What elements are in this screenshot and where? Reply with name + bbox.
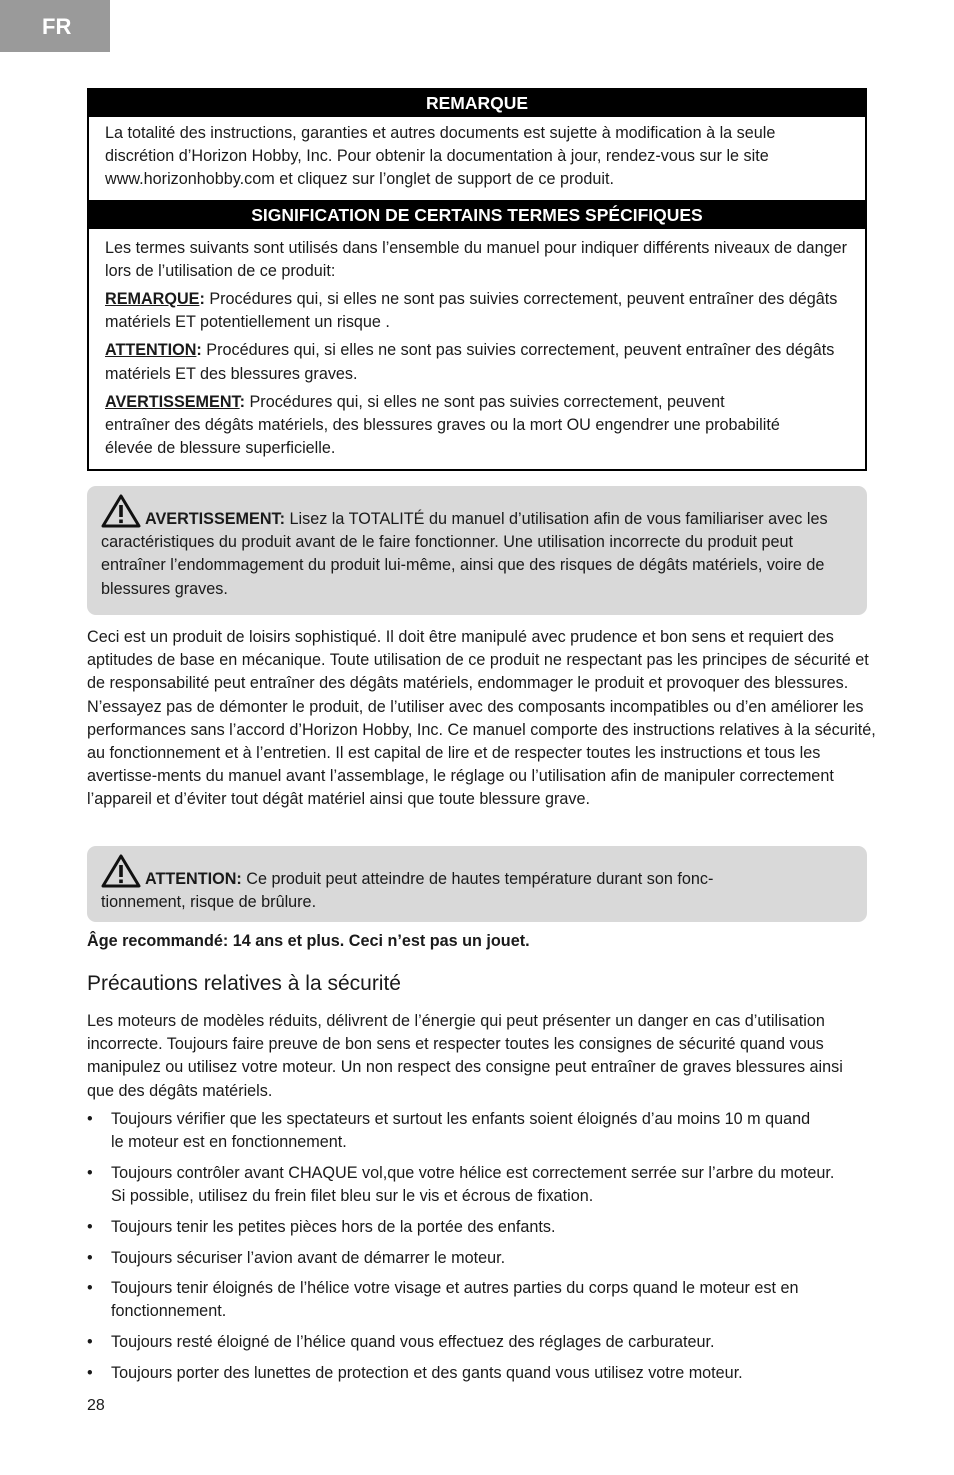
bullet-text: Toujours sécuriser l’avion avant de démarrer le moteur. (111, 1248, 506, 1267)
safety-bullet-list (87, 1108, 867, 1393)
body-paragraph: Ceci est un produit de loisirs sophistiqué. Il doit être manipulé avec prudence et bon sens et requiert des aptitudes de base en mécanique. Toute utilisation de ce produit ne respectant pas les principes de sécurité et de responsabilité peut entraîner des dégâts matériels, endommager le produit et provoquer des blessures. N’essayez pas de démonter le produit, de l’utiliser avec des composants incompatibles ou d’en améliorer les performances sans l’accord d’Horizon Hobby, Inc. Ce manuel comporte des instructions relatives à la sécurité, au fonctionnement et à l’entretien. Il est capital de lire et de respecter toutes les instructions et tous les avertisse-ments du manuel avant l’assemblage, le réglage ou l’utilisation afin de manipuler correctement l’appareil et d’éviter tout dégât matériel ainsi que toute blessure grave. (87, 628, 876, 809)
warning-body: Lisez la TOTALITÉ du manuel d’utilisation afin de vous familiariser avec les caractéristiques du produit avant de le faire fonctionner. Une utilisation incorrecte du produit peut entraîner l’endommagement du produit lui-même, ainsi que des risques de dégâts matériels, voire de blessures graves. (101, 510, 828, 598)
remarque-text: La totalité des instructions, garanties et autres documents est sujette à modification à la seule discrétion d’Horizon Hobby, Inc. Pour obtenir la documentation à jour, rendez-vous sur le site www.horizonhobby.com et cliquez sur l’onglet de support de ce produit. (105, 124, 776, 189)
term-label: REMARQUE (105, 290, 200, 309)
attention-box (87, 846, 867, 922)
warning-text (101, 494, 853, 601)
bullet-mark: • (87, 1163, 93, 1182)
bullet-mark: • (87, 1110, 93, 1128)
bullet-text: Toujours contrôler avant CHAQUE vol,que votre hélice est correctement serrée sur l’arbre du moteur. Si possible, utilisez du frein filet bleu sur le vis et écrous de fixation. (111, 1163, 835, 1206)
term-label: AVERTISSEMENT (105, 392, 240, 411)
term-avertissement (105, 391, 849, 461)
warning-triangle-icon (101, 854, 141, 888)
warning-label: AVERTISSEMENT: (145, 510, 286, 528)
term-text: Procédures qui, si elles ne sont pas suivies correctement, peuvent entraîner des dégâts matériels, des blessures graves ou la mort OU engendrer une probabilité élevée de blessure superficielle. (105, 392, 780, 458)
list-item (87, 1331, 867, 1354)
bullet-mark: • (87, 1248, 93, 1267)
attention-text (101, 854, 853, 914)
term-colon: : (199, 290, 205, 309)
notice-box (87, 88, 867, 471)
list-item (87, 1362, 867, 1385)
term-text: Procédures qui, si elles ne sont pas suivies correctement, peuvent entraîner des dégâts matériels ET des blessures graves. (105, 341, 835, 383)
attention-label: ATTENTION: (145, 870, 242, 888)
bullet-text: Toujours tenir les petites pièces hors de la portée des enfants. (111, 1217, 556, 1236)
list-item (87, 1247, 867, 1270)
bullet-text: Toujours tenir éloignés de l’hélice votre visage et autres parties du corps quand le moteur est en fonctionnement. (111, 1279, 799, 1321)
safety-heading: Précautions relatives à la sécurité (87, 972, 401, 995)
warning-box (87, 486, 867, 615)
language-tab: FR (0, 0, 110, 52)
term-colon: : (196, 341, 202, 360)
term-text: Procédures qui, si elles ne sont pas suivies correctement, peuvent entraîner des dégâts matériels ET potentiellement un risque . (105, 290, 838, 332)
bullet-text: Toujours resté éloigné de l’hélice quand vous effectuez des réglages de carburateur. (111, 1333, 715, 1352)
bullet-mark: • (87, 1217, 93, 1236)
bullet-text: Toujours porter des lunettes de protection et des gants quand vous utilisez votre moteur. (111, 1363, 743, 1382)
bullet-mark: • (87, 1363, 93, 1382)
terms-body (89, 229, 865, 470)
remarque-title: REMARQUE (89, 88, 865, 117)
age-note: Âge recommandé: 14 ans et plus. Ceci n’est pas un jouet. (87, 932, 530, 950)
terms-title: SIGNIFICATION DE CERTAINS TERMES SPÉCIFIQUES (89, 200, 865, 229)
terms-intro: Les termes suivants sont utilisés dans l’ensemble du manuel pour indiquer différents niveaux de danger lors de l’utilisation de ce produit: (105, 238, 848, 280)
list-item (87, 1277, 867, 1323)
term-colon: : (239, 392, 246, 411)
warning-triangle-icon (101, 494, 141, 528)
bullet-mark: • (87, 1333, 93, 1352)
bullet-text: Toujours vérifier que les spectateurs et surtout les enfants soient éloignés d’au moins 10 m quand le moteur est en fonctionnement. (111, 1110, 811, 1152)
attention-body: Ce produit peut atteindre de hautes température durant son fonc-tionnement, risque de brûlure. (101, 870, 714, 912)
remarque-body (89, 117, 865, 198)
list-item (87, 1216, 867, 1239)
list-item (87, 1108, 867, 1154)
term-label: ATTENTION (105, 341, 197, 360)
term-attention (105, 339, 849, 385)
safety-intro: Les moteurs de modèles réduits, délivrent de l’énergie qui peut présenter un danger en cas d’utilisation incorrecte. Toujours faire preuve de bon sens et respecter toutes les consignes de sécurité quand vous manipulez ou utilisez votre moteur. Un non respect des consigne peut entraîner de graves blessures ainsi que des dégâts matériels. (87, 1012, 843, 1100)
list-item (87, 1162, 867, 1208)
page-number: 28 (87, 1397, 105, 1414)
term-remarque (105, 288, 849, 334)
bullet-mark: • (87, 1279, 93, 1298)
